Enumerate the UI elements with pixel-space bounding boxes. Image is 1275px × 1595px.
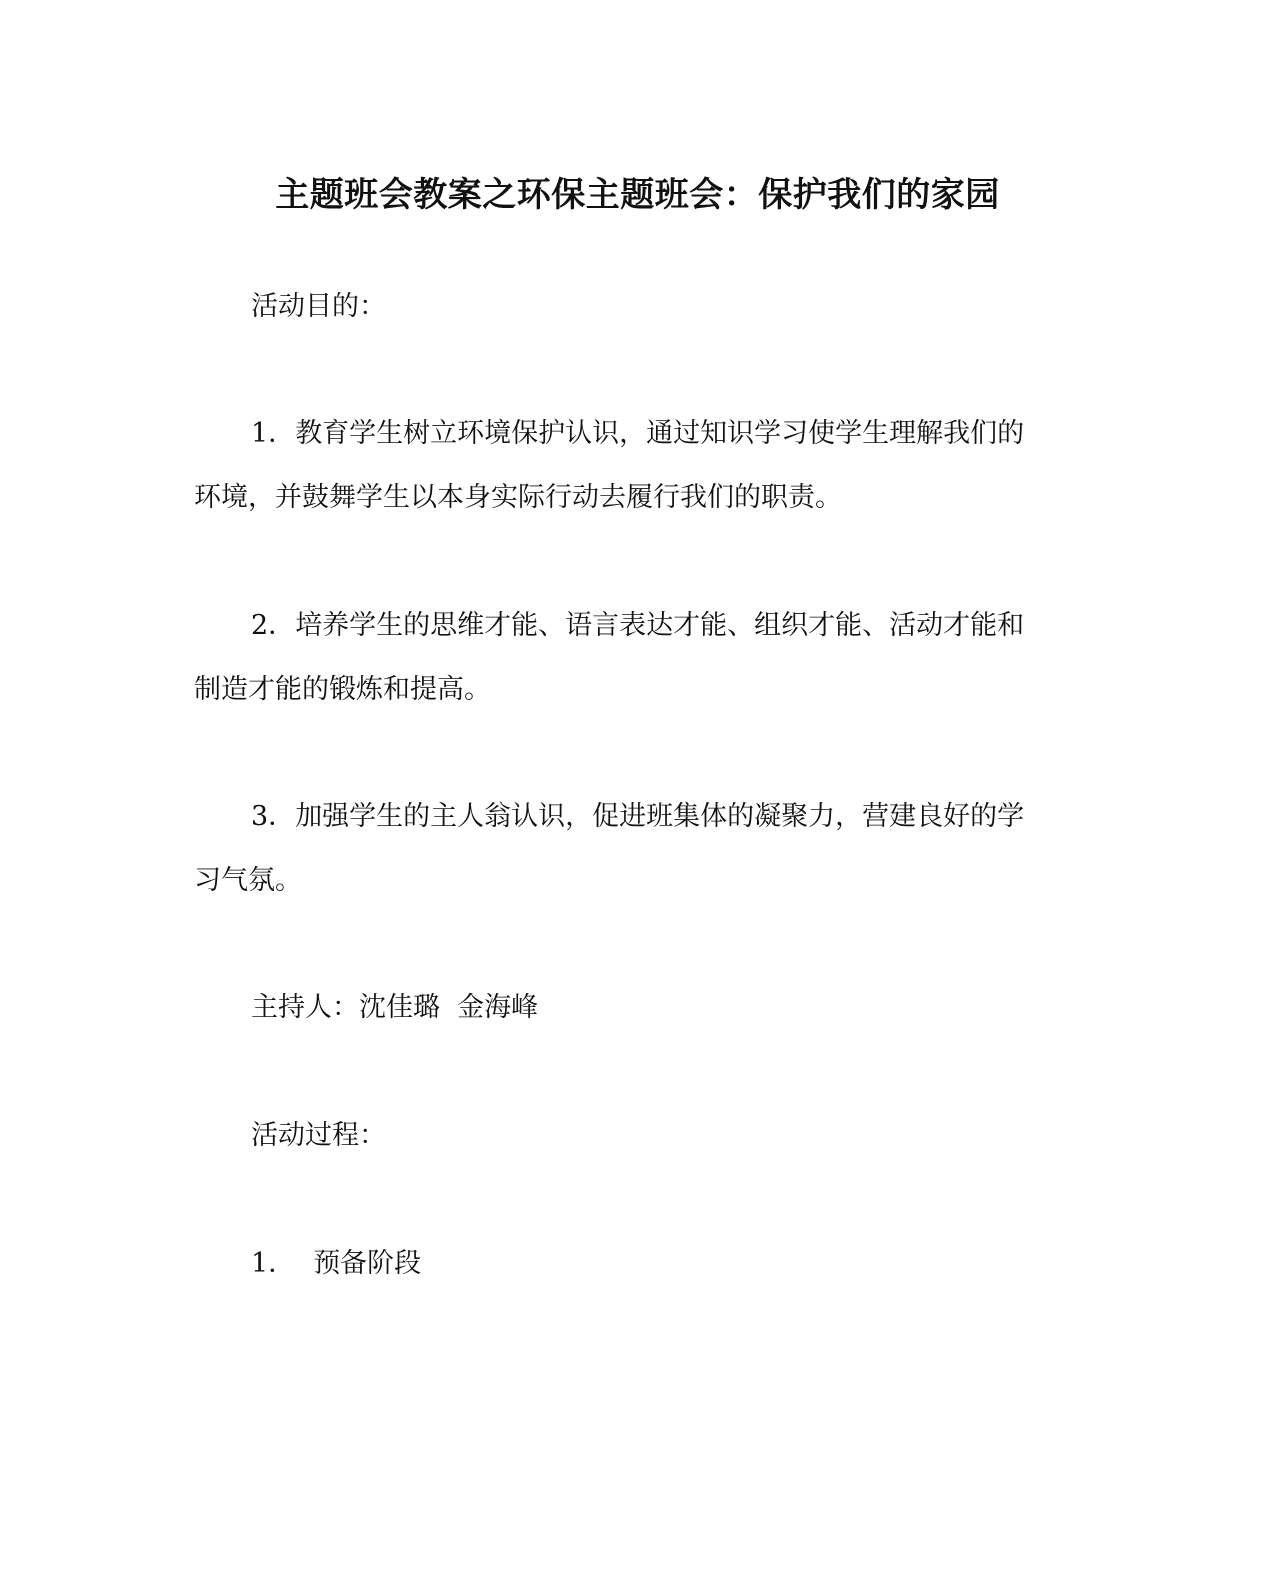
goal-text: 教育学生树立环境保护认识，通过知识学习使学生理解我们的环境，并鼓舞学生以本身实际行动去履行我们的职责。	[194, 418, 1025, 513]
stage-text: 预备阶段	[313, 1248, 422, 1279]
goal-item-2	[194, 594, 1044, 722]
goal-text: 加强学生的主人翁认识，促进班集体的凝聚力，营建良好的学习气氛。	[194, 801, 1025, 896]
goal-item-1	[194, 402, 1044, 530]
goal-item-3	[194, 785, 1044, 913]
goal-text: 培养学生的思维才能、语言表达才能、组织才能、活动才能和制造才能的锻炼和提高。	[194, 610, 1025, 705]
stage-number: 1．	[251, 1248, 296, 1279]
process-heading: 活动过程：	[251, 1120, 386, 1151]
document-title: 主题班会教案之环保主题班会：保护我们的家园	[275, 175, 1000, 215]
goal-number: 1．	[251, 418, 296, 449]
purpose-heading: 活动目的：	[251, 291, 386, 322]
goal-number: 2．	[251, 610, 296, 641]
stage-item-1	[194, 1232, 1044, 1296]
goal-number: 3．	[251, 801, 296, 832]
host-line: 主持人：沈佳璐 金海峰	[251, 992, 539, 1023]
